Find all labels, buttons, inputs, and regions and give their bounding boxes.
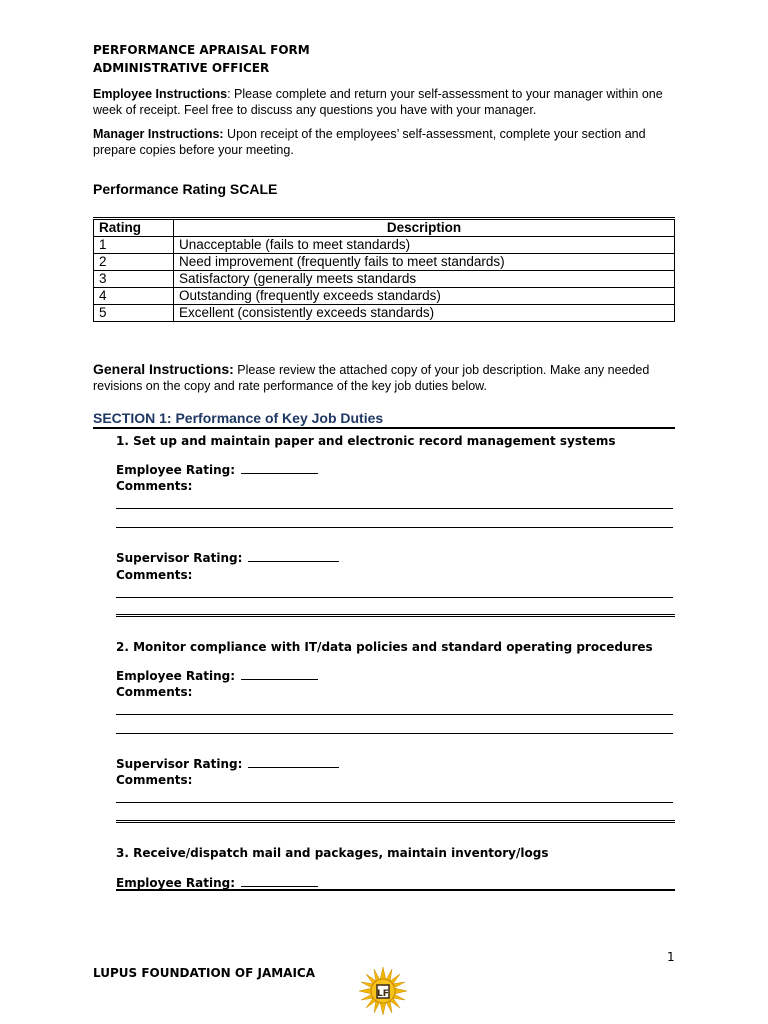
rating-cell: 1 [94,237,174,254]
section-divider [116,614,675,620]
rating-cell: 2 [94,254,174,271]
general-instructions-text: Please review the attached copy of your job description. Make any needed revisions on the copy and rate performance of the key job duties below. [93,363,650,393]
supervisor-rating-field[interactable] [248,755,339,768]
section-divider [116,820,675,826]
rating-cell: 5 [94,305,174,322]
manager-instructions [93,126,683,158]
section-1-title: SECTION 1: Performance of Key Job Duties [93,410,675,429]
duty-2-supervisor-comments-label: Comments: [116,773,193,787]
employee-rating-label: Employee Rating: [116,463,236,477]
table-row [94,288,675,305]
manager-instructions-text: Upon receipt of the employees’ self-assessment, complete your section and prepare copies before your meeting. [93,127,646,157]
rating-column-header: Rating [94,219,174,237]
comment-line[interactable] [116,714,673,715]
table-row [94,271,675,288]
employee-instructions [93,86,683,118]
duty-2-employee-rating [116,667,318,683]
description-cell: Satisfactory (generally meets standards [174,271,675,288]
description-cell: Outstanding (frequently exceeds standards) [174,288,675,305]
logo-letters: LF [377,989,389,999]
form-title: PERFORMANCE APRAISAL FORM [93,43,310,57]
rating-scale-table [93,217,675,322]
employee-rating-field[interactable] [241,874,318,887]
employee-rating-label: Employee Rating: [116,669,236,683]
duty-3-heading: 3. Receive/dispatch mail and packages, maintain inventory/logs [116,846,549,860]
comment-line[interactable] [116,508,673,509]
duty-1-supervisor-comments-label: Comments: [116,568,193,582]
rating-cell: 4 [94,288,174,305]
table-row [94,237,675,254]
duty-2-supervisor-rating [116,755,339,771]
section-divider [116,889,675,891]
duty-1-supervisor-rating [116,549,339,565]
general-instructions [93,361,683,394]
duty-2-employee-comments-label: Comments: [116,685,193,699]
general-instructions-label: General Instructions: [93,361,234,377]
table-row [94,305,675,322]
rating-scale-title: Performance Rating SCALE [93,181,278,197]
comment-line[interactable] [116,597,673,598]
comment-line[interactable] [116,733,673,734]
comment-line[interactable] [116,802,673,803]
duty-2-heading: 2. Monitor compliance with IT/data policies and standard operating procedures [116,640,653,654]
comment-line[interactable] [116,527,673,528]
employee-instructions-text: : Please complete and return your self-assessment to your manager within one week of receipt. Feel free to discuss any questions you have with your manager. [93,87,663,117]
table-header-row [94,219,675,237]
duty-1-employee-rating [116,461,318,477]
description-cell: Unacceptable (fails to meet standards) [174,237,675,254]
duty-1-heading: 1. Set up and maintain paper and electronic record management systems [116,434,616,448]
footer-organization: LUPUS FOUNDATION OF JAMAICA [93,966,316,980]
supervisor-rating-field[interactable] [248,549,339,562]
employee-rating-field[interactable] [241,461,318,474]
duty-1-employee-comments-label: Comments: [116,479,193,493]
manager-instructions-label: Manager Instructions: [93,127,224,141]
form-subtitle: ADMINISTRATIVE OFFICER [93,61,270,75]
description-cell: Need improvement (frequently fails to meet standards) [174,254,675,271]
supervisor-rating-label: Supervisor Rating: [116,551,243,565]
supervisor-rating-label: Supervisor Rating: [116,757,243,771]
page-number: 1 [667,950,675,964]
table-row [94,254,675,271]
employee-rating-field[interactable] [241,667,318,680]
rating-cell: 3 [94,271,174,288]
employee-rating-label: Employee Rating: [116,876,236,890]
duty-3-employee-rating [116,874,318,890]
sun-logo-icon [358,966,408,1016]
description-column-header: Description [174,219,675,237]
employee-instructions-label: Employee Instructions [93,87,228,101]
description-cell: Excellent (consistently exceeds standards) [174,305,675,322]
